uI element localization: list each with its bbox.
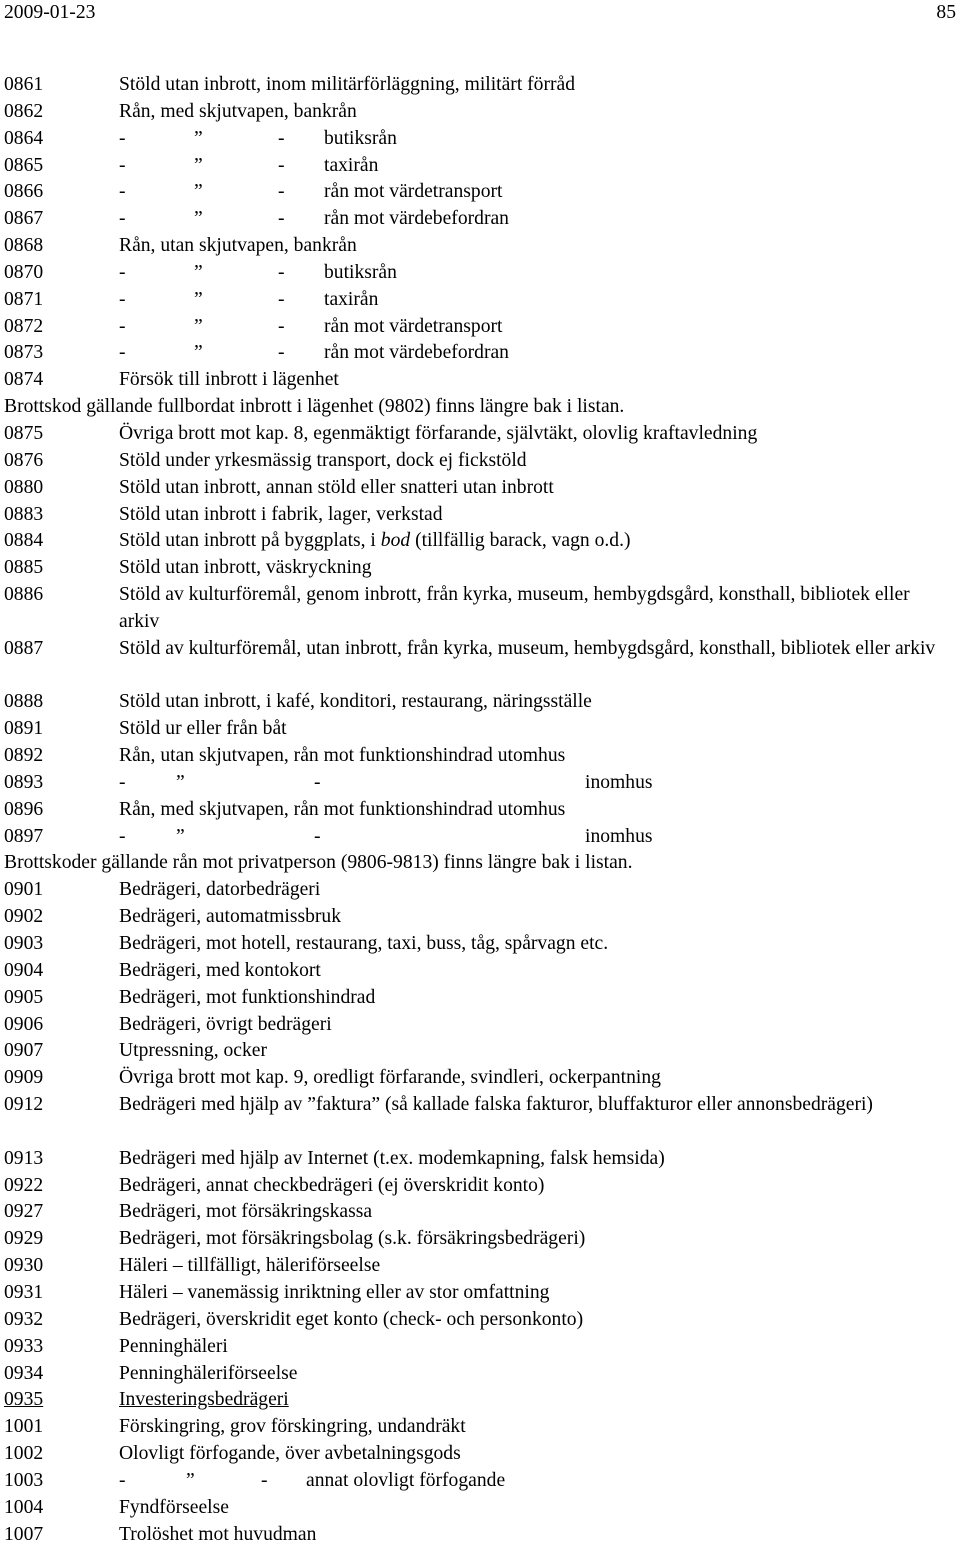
crime-code: 0909	[4, 1067, 44, 1089]
crime-code: 0901	[4, 879, 44, 901]
crime-description: Stöld utan inbrott i fabrik, lager, verkstad	[119, 503, 443, 525]
crime-code: 0897	[4, 825, 44, 847]
ditto-dash: -	[119, 288, 126, 310]
ditto-quote: ”	[194, 288, 203, 310]
description-part: (tillfällig barack, vagn o.d.)	[410, 530, 631, 552]
crime-code: 0906	[4, 1013, 44, 1035]
ditto-dash: -	[278, 288, 285, 310]
crime-description: rån mot värdetransport	[324, 315, 503, 337]
crime-description: inomhus	[585, 771, 653, 793]
crime-description: Häleri – vanemässig inriktning eller av stor omfattning	[119, 1281, 550, 1303]
list-item	[0, 636, 960, 690]
crime-code: 0891	[4, 718, 44, 740]
ditto-dash: -	[119, 342, 126, 364]
ditto-dash: -	[278, 181, 285, 203]
crime-description: Stöld utan inbrott, annan stöld eller snatteri utan inbrott	[119, 476, 554, 498]
crime-description: Bedrägeri med hjälp av ”faktura” (så kallade falska fakturor, bluffakturor eller annonsbedrägeri)	[119, 1094, 873, 1116]
crime-code: 0902	[4, 906, 44, 928]
crime-code: 0929	[4, 1228, 44, 1250]
list-item	[0, 340, 960, 367]
list-item	[0, 1495, 960, 1522]
ditto-dash: -	[119, 154, 126, 176]
crime-code: 0870	[4, 261, 44, 283]
crime-code: 0913	[4, 1147, 44, 1169]
list-item	[0, 502, 960, 529]
list-item	[0, 475, 960, 502]
list-item	[0, 1441, 960, 1468]
list-item	[0, 716, 960, 743]
list-item	[0, 421, 960, 448]
ditto-dash: -	[278, 154, 285, 176]
list-item	[0, 824, 960, 851]
crime-description: Bedrägeri, överskridit eget konto (check- och personkonto)	[119, 1308, 584, 1330]
crime-code: 0884	[4, 530, 44, 552]
list-item	[0, 1387, 960, 1414]
list-note	[0, 850, 960, 877]
ditto-quote: ”	[194, 127, 203, 149]
crime-code: 0932	[4, 1308, 44, 1330]
list-item	[0, 1146, 960, 1173]
crime-description: Stöld ur eller från båt	[119, 718, 287, 740]
crime-description: Bedrägeri, mot hotell, restaurang, taxi, buss, tåg, spårvagn etc.	[119, 933, 609, 954]
ditto-dash: -	[278, 127, 285, 149]
list-item	[0, 448, 960, 475]
list-item	[0, 877, 960, 904]
list-item	[0, 958, 960, 985]
ditto-dash: -	[119, 1469, 126, 1491]
page-number: 85	[936, 2, 956, 23]
list-item	[0, 1253, 960, 1280]
list-item	[0, 179, 960, 206]
ditto-quote: ”	[194, 315, 203, 337]
crime-description: rån mot värdebefordran	[324, 208, 509, 230]
crime-description: Bedrägeri, med kontokort	[119, 959, 321, 981]
crime-description: Fyndförseelse	[119, 1496, 229, 1518]
crime-description: Stöld under yrkesmässig transport, dock ej fickstöld	[119, 449, 527, 471]
crime-code: 0912	[4, 1094, 44, 1116]
crime-code: 0864	[4, 127, 44, 149]
crime-code: 0904	[4, 959, 44, 981]
crime-description: Utpressning, ocker	[119, 1040, 268, 1062]
crime-code: 0896	[4, 798, 44, 820]
ditto-quote: ”	[176, 771, 185, 793]
list-item	[0, 1361, 960, 1388]
description-italic: bod	[380, 530, 411, 552]
ditto-dash: -	[314, 771, 321, 793]
ditto-quote: ”	[176, 825, 185, 847]
list-item	[0, 233, 960, 260]
crime-description: rån mot värdebefordran	[324, 342, 509, 364]
crime-code: 0892	[4, 745, 44, 767]
crime-description: Försök till inbrott i lägenhet	[119, 369, 339, 391]
ditto-quote: ”	[194, 181, 203, 203]
code-list	[0, 72, 960, 1548]
crime-description: Penninghäleri	[119, 1335, 228, 1357]
page-header-date: 2009-01-23	[4, 2, 96, 23]
crime-code: 0887	[4, 637, 44, 659]
list-item	[0, 1468, 960, 1495]
list-item	[0, 1038, 960, 1065]
list-item	[0, 126, 960, 153]
crime-code: 0927	[4, 1201, 44, 1223]
crime-description: Förskingring, grov förskingring, undandräkt	[119, 1416, 466, 1438]
crime-code: 0907	[4, 1040, 44, 1062]
crime-code: 1002	[4, 1443, 44, 1465]
crime-description: Trolöshet mot huvudman	[119, 1523, 317, 1545]
crime-description: Stöld av kulturföremål, utan inbrott, från kyrka, museum, hembygdsgård, konsthall, bibliotek eller arkiv	[119, 637, 936, 659]
crime-code: 1007	[4, 1523, 44, 1545]
crime-description: Rån, med skjutvapen, bankrån	[119, 100, 357, 122]
crime-code: 1001	[4, 1416, 44, 1438]
crime-code: 0886	[4, 584, 44, 606]
ditto-quote: ”	[194, 208, 203, 230]
list-item	[0, 743, 960, 770]
list-item	[0, 1065, 960, 1092]
crime-description: Bedrägeri, datorbedrägeri	[119, 879, 321, 901]
list-note	[0, 394, 960, 421]
ditto-dash: -	[119, 771, 126, 793]
crime-description-underlined: Investeringsbedrägeri	[119, 1389, 289, 1411]
ditto-dash: -	[261, 1469, 268, 1491]
crime-code: 0885	[4, 557, 44, 579]
crime-code: 0888	[4, 691, 44, 713]
list-item	[0, 1334, 960, 1361]
crime-description: Bedrägeri, automatmissbruk	[119, 906, 342, 928]
ditto-quote: ”	[194, 342, 203, 364]
crime-description: Penninghäleriförseelse	[119, 1362, 298, 1384]
crime-description: annat olovligt förfogande	[306, 1469, 506, 1491]
crime-description: Bedrägeri, annat checkbedrägeri (ej överskridit konto)	[119, 1174, 545, 1196]
list-item	[0, 1199, 960, 1226]
crime-code: 0930	[4, 1255, 44, 1277]
crime-description: Stöld av kulturföremål, genom inbrott, från kyrka, museum, hembygdsgård, konsthall, bibliotek eller arkiv	[119, 584, 910, 632]
list-item	[0, 1280, 960, 1307]
crime-code: 0893	[4, 771, 44, 793]
crime-code: 0933	[4, 1335, 44, 1357]
crime-code: 0880	[4, 476, 44, 498]
list-item	[0, 1173, 960, 1200]
ditto-dash: -	[119, 261, 126, 283]
list-item	[0, 99, 960, 126]
crime-code: 0903	[4, 933, 44, 954]
list-item	[0, 153, 960, 180]
crime-code: 0935	[4, 1389, 44, 1411]
crime-description: Bedrägeri, mot försäkringsbolag (s.k. försäkringsbedrägeri)	[119, 1228, 586, 1250]
ditto-dash: -	[119, 825, 126, 847]
ditto-dash: -	[278, 342, 285, 364]
ditto-quote: ”	[186, 1469, 195, 1491]
crime-code: 0875	[4, 422, 44, 444]
crime-description: Stöld utan inbrott, väskryckning	[119, 557, 372, 579]
crime-description: Bedrägeri, mot funktionshindrad	[119, 986, 376, 1008]
crime-code: 0865	[4, 154, 44, 176]
crime-description: Övriga brott mot kap. 9, oredligt förfarande, svindleri, ockerpantning	[119, 1067, 661, 1089]
list-item	[0, 797, 960, 824]
crime-description: Bedrägeri, övrigt bedrägeri	[119, 1013, 332, 1035]
crime-description: Övriga brott mot kap. 8, egenmäktigt förfarande, självtäkt, olovlig kraftavledning	[119, 422, 758, 444]
crime-code: 0861	[4, 74, 44, 95]
list-item	[0, 931, 960, 958]
crime-code: 0931	[4, 1281, 44, 1303]
crime-description: butiksrån	[324, 261, 397, 283]
crime-code: 0867	[4, 208, 44, 230]
crime-code: 0905	[4, 986, 44, 1008]
list-item	[0, 1226, 960, 1253]
list-item	[0, 1522, 960, 1548]
crime-description: taxirån	[324, 154, 379, 176]
crime-description	[119, 528, 949, 555]
list-item	[0, 582, 960, 636]
crime-description: Stöld utan inbrott, inom militärförläggning, militärt förråd	[119, 74, 576, 95]
crime-description: Rån, med skjutvapen, rån mot funktionshindrad utomhus	[119, 798, 566, 820]
description-part: Stöld utan inbrott på byggplats, i	[119, 530, 381, 552]
ditto-dash: -	[119, 181, 126, 203]
crime-code: 0873	[4, 342, 44, 364]
list-item	[0, 1012, 960, 1039]
ditto-dash: -	[119, 315, 126, 337]
crime-description: Bedrägeri, mot försäkringskassa	[119, 1201, 373, 1223]
list-item	[0, 528, 960, 555]
crime-code: 0934	[4, 1362, 44, 1384]
ditto-quote: ”	[194, 261, 203, 283]
list-item	[0, 1307, 960, 1334]
crime-code: 0922	[4, 1174, 44, 1196]
crime-description: Häleri – tillfälligt, häleriförseelse	[119, 1255, 381, 1277]
crime-code: 1004	[4, 1496, 44, 1518]
list-item	[0, 367, 960, 394]
list-item	[0, 770, 960, 797]
crime-code: 0862	[4, 100, 44, 122]
crime-code: 0874	[4, 369, 44, 391]
crime-code: 0876	[4, 449, 44, 471]
crime-code: 0866	[4, 181, 44, 203]
crime-description: Olovligt förfogande, över avbetalningsgods	[119, 1443, 461, 1465]
crime-code: 0871	[4, 288, 44, 310]
list-item	[0, 1414, 960, 1441]
ditto-dash: -	[314, 825, 321, 847]
crime-description	[119, 1387, 949, 1414]
ditto-dash: -	[278, 261, 285, 283]
crime-code: 0883	[4, 503, 44, 525]
crime-description: Stöld utan inbrott, i kafé, konditori, restaurang, näringsställe	[119, 691, 592, 713]
crime-description: taxirån	[324, 288, 379, 310]
list-item	[0, 287, 960, 314]
list-item	[0, 689, 960, 716]
crime-description: inomhus	[585, 825, 653, 847]
crime-code: 0868	[4, 235, 44, 257]
list-item	[0, 1092, 960, 1146]
crime-description: rån mot värdetransport	[324, 181, 503, 203]
list-item	[0, 206, 960, 233]
list-item	[0, 260, 960, 287]
ditto-dash: -	[119, 127, 126, 149]
crime-description: butiksrån	[324, 127, 397, 149]
crime-code: 1003	[4, 1469, 44, 1491]
crime-description: Rån, utan skjutvapen, bankrån	[119, 235, 357, 257]
crime-description: Bedrägeri med hjälp av Internet (t.ex. modemkapning, falsk hemsida)	[119, 1147, 665, 1169]
list-item	[0, 985, 960, 1012]
crime-code: 0872	[4, 315, 44, 337]
ditto-dash: -	[278, 315, 285, 337]
list-item	[0, 72, 960, 99]
note-text: Brottskod gällande fullbordat inbrott i lägenhet (9802) finns längre bak i listan.	[4, 396, 625, 418]
crime-description: Rån, utan skjutvapen, rån mot funktionshindrad utomhus	[119, 745, 566, 767]
ditto-dash: -	[278, 208, 285, 230]
note-text: Brottskoder gällande rån mot privatperson (9806-9813) finns längre bak i listan.	[4, 852, 633, 874]
list-item	[0, 314, 960, 341]
ditto-quote: ”	[194, 154, 203, 176]
list-item	[0, 555, 960, 582]
list-item	[0, 904, 960, 931]
ditto-dash: -	[119, 208, 126, 230]
